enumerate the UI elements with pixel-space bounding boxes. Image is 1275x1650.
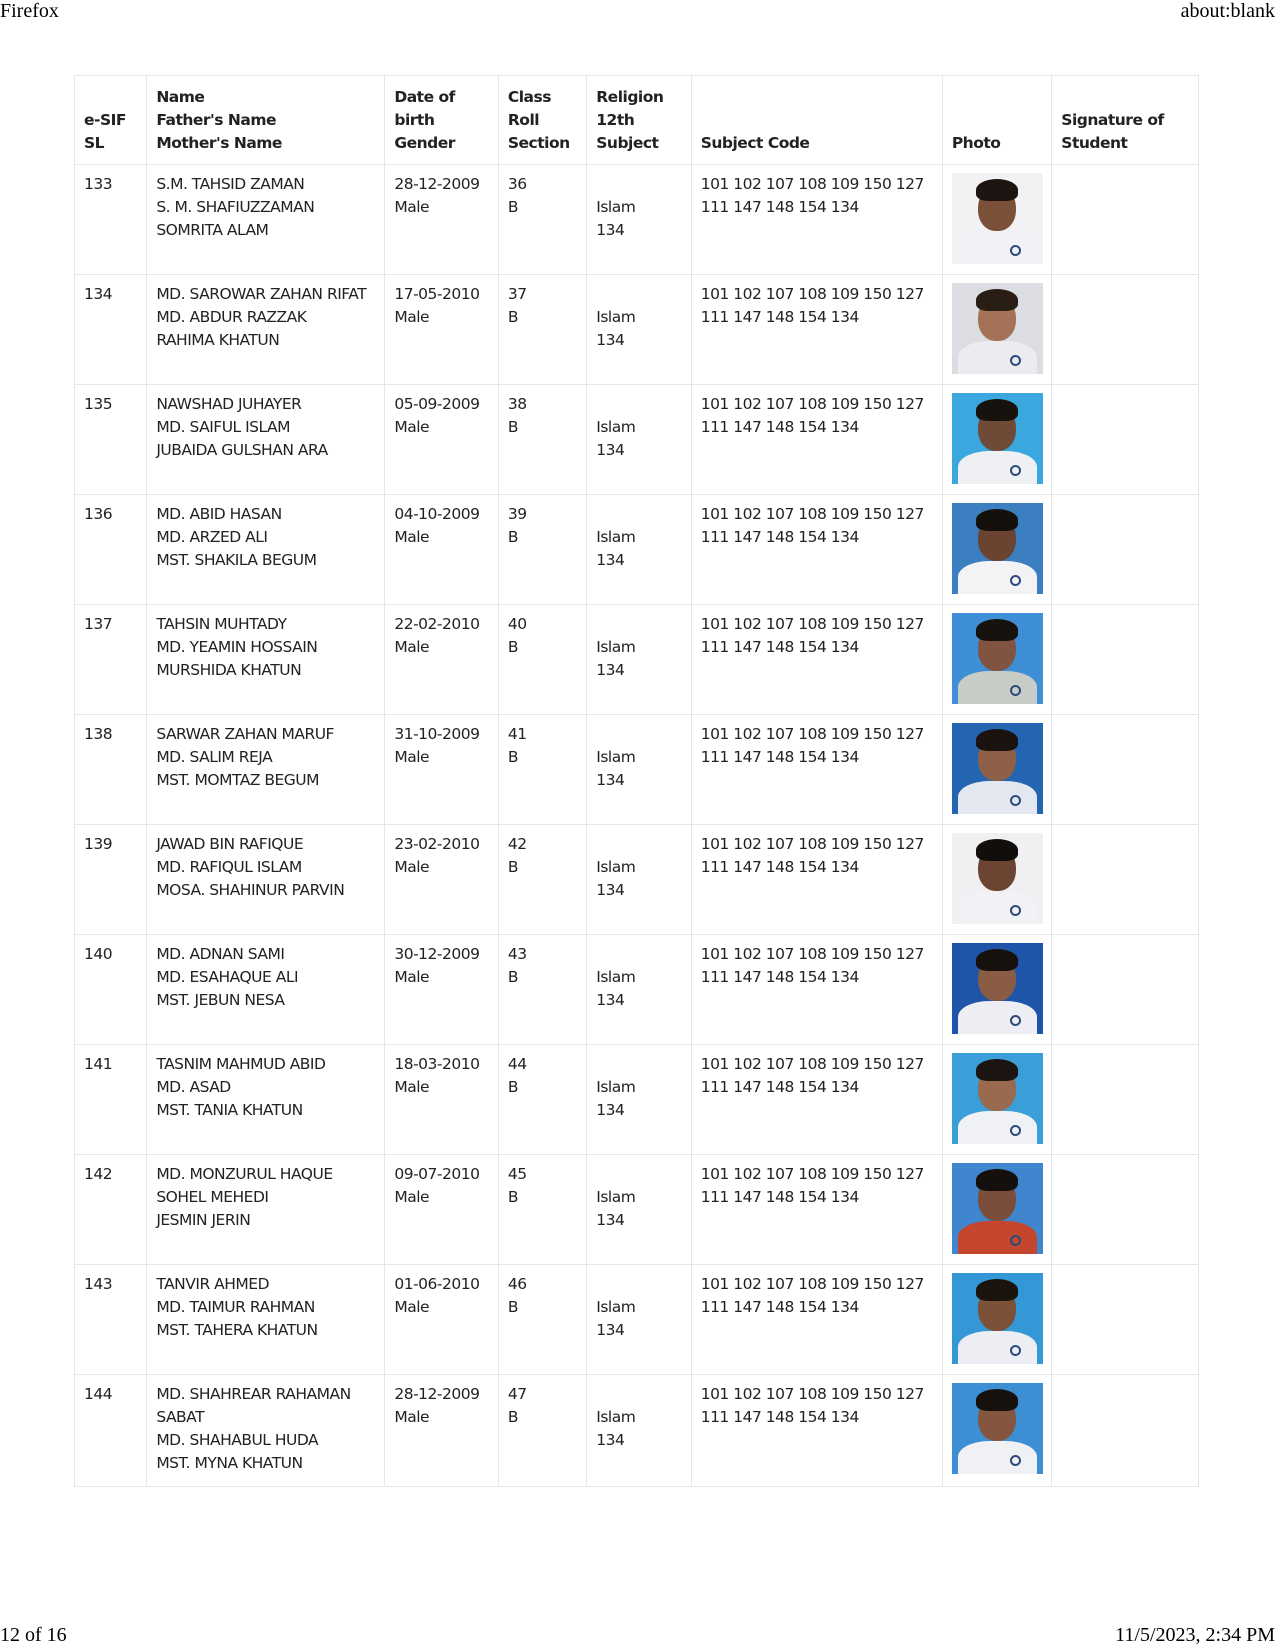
class-roll: 46 [507,1275,527,1293]
cell-signature [1052,165,1199,275]
cell-names [147,715,385,825]
mother-name: MST. JEBUN NESA [156,991,285,1009]
cell-subject-codes [691,1155,942,1265]
student-photo [952,173,1043,264]
section: B [507,1188,518,1206]
gender: Male [394,638,430,656]
cell-dob-gender [385,1375,499,1487]
gender: Male [394,198,430,216]
gender: Male [394,1408,430,1426]
religion: Islam [596,418,636,436]
cell-subject-codes [691,715,942,825]
subject-12th: 134 [596,1321,625,1339]
cell-photo [942,1375,1051,1487]
cell-signature [1052,935,1199,1045]
student-name: NAWSHAD JUHAYER [156,395,302,413]
cell-photo [942,1265,1051,1375]
cell-sl: 134 [75,275,147,385]
cell-signature [1052,715,1199,825]
father-name: MD. ARZED ALI [156,528,268,546]
student-name: TAHSIN MUHTADY [156,615,287,633]
date-of-birth: 28-12-2009 [394,175,480,193]
cell-religion-subject [587,495,691,605]
cell-religion-subject [587,1375,691,1487]
student-photo [952,1383,1043,1474]
table-row [75,1155,1199,1265]
subject-codes-line2: 111 147 148 154 134 [700,198,859,216]
mother-name: MOSA. SHAHINUR PARVIN [156,881,345,899]
student-photo [952,1053,1043,1144]
gender: Male [394,528,430,546]
father-name: MD. ESAHAQUE ALI [156,968,299,986]
student-roster-table [74,75,1199,1487]
subject-codes-line1: 101 102 107 108 109 150 127 [700,615,924,633]
father-name: MD. ABDUR RAZZAK [156,308,307,326]
cell-signature [1052,385,1199,495]
subject-codes-line1: 101 102 107 108 109 150 127 [700,1165,924,1183]
cell-dob-gender [385,165,499,275]
subject-codes-line2: 111 147 148 154 134 [700,308,859,326]
school-badge-icon [1010,795,1021,806]
table-row [75,1045,1199,1155]
class-roll: 36 [507,175,527,193]
gender: Male [394,418,430,436]
subject-12th: 134 [596,331,625,349]
subject-codes-line1: 101 102 107 108 109 150 127 [700,945,924,963]
mother-name: MST. MOMTAZ BEGUM [156,771,320,789]
cell-sl: 140 [75,935,147,1045]
father-name: MD. SALIM REJA [156,748,273,766]
cell-roll-section [498,825,586,935]
cell-roll-section [498,715,586,825]
table-body [75,165,1199,1487]
header-dob: Date of birth Gender [385,76,499,165]
subject-12th: 134 [596,441,625,459]
student-photo [952,613,1043,704]
school-badge-icon [1010,685,1021,696]
date-of-birth: 05-09-2009 [394,395,480,413]
cell-dob-gender [385,1155,499,1265]
cell-names [147,825,385,935]
school-badge-icon [1010,1015,1021,1026]
religion: Islam [596,1408,636,1426]
subject-codes-line2: 111 147 148 154 134 [700,528,859,546]
subject-12th: 134 [596,551,625,569]
table-row [75,825,1199,935]
class-roll: 41 [507,725,527,743]
date-of-birth: 04-10-2009 [394,505,480,523]
date-of-birth: 09-07-2010 [394,1165,480,1183]
class-roll: 42 [507,835,527,853]
table-row [75,495,1199,605]
father-name: MD. ASAD [156,1078,231,1096]
student-name: SARWAR ZAHAN MARUF [156,725,334,743]
cell-names [147,1045,385,1155]
subject-codes-line2: 111 147 148 154 134 [700,638,859,656]
subject-codes-line1: 101 102 107 108 109 150 127 [700,1055,924,1073]
subject-codes-line2: 111 147 148 154 134 [700,748,859,766]
school-badge-icon [1010,575,1021,586]
cell-sl: 137 [75,605,147,715]
cell-sl: 135 [75,385,147,495]
table-row [75,715,1199,825]
student-name: TASNIM MAHMUD ABID [156,1055,326,1073]
class-roll: 44 [507,1055,527,1073]
father-name: S. M. SHAFIUZZAMAN [156,198,315,216]
table-row [75,935,1199,1045]
table-row [75,275,1199,385]
student-photo [952,833,1043,924]
date-of-birth: 01-06-2010 [394,1275,480,1293]
religion: Islam [596,308,636,326]
mother-name: RAHIMA KHATUN [156,331,280,349]
cell-subject-codes [691,605,942,715]
date-of-birth: 31-10-2009 [394,725,480,743]
cell-roll-section [498,275,586,385]
student-name: MD. SHAHREAR RAHAMAN [156,1385,351,1403]
cell-sl: 143 [75,1265,147,1375]
section: B [507,528,518,546]
subject-codes-line1: 101 102 107 108 109 150 127 [700,175,924,193]
cell-roll-section [498,1375,586,1487]
date-of-birth: 22-02-2010 [394,615,480,633]
cell-dob-gender [385,495,499,605]
cell-dob-gender [385,1265,499,1375]
cell-photo [942,825,1051,935]
cell-signature [1052,1155,1199,1265]
student-name: S.M. TAHSID ZAMAN [156,175,305,193]
cell-subject-codes [691,935,942,1045]
section: B [507,748,518,766]
school-badge-icon [1010,1125,1021,1136]
cell-dob-gender [385,935,499,1045]
cell-religion-subject [587,1155,691,1265]
cell-signature [1052,825,1199,935]
school-badge-icon [1010,355,1021,366]
table-header-row [75,76,1199,165]
class-roll: 40 [507,615,527,633]
cell-roll-section [498,1155,586,1265]
religion: Islam [596,1298,636,1316]
cell-names [147,1155,385,1265]
cell-religion-subject [587,715,691,825]
cell-subject-codes [691,1045,942,1155]
cell-religion-subject [587,165,691,275]
religion: Islam [596,638,636,656]
mother-name: SOMRITA ALAM [156,221,269,239]
student-photo [952,393,1043,484]
cell-roll-section [498,165,586,275]
school-badge-icon [1010,245,1021,256]
mother-name: JESMIN JERIN [156,1211,251,1229]
class-roll: 47 [507,1385,527,1403]
cell-religion-subject [587,935,691,1045]
religion: Islam [596,1078,636,1096]
mother-name: MST. SHAKILA BEGUM [156,551,317,569]
student-name: MD. SAROWAR ZAHAN RIFAT [156,285,367,303]
cell-subject-codes [691,495,942,605]
subject-12th: 134 [596,881,625,899]
religion: Islam [596,528,636,546]
cell-dob-gender [385,605,499,715]
father-name: MD. YEAMIN HOSSAIN [156,638,318,656]
school-badge-icon [1010,1455,1021,1466]
header-religion: Religion 12th Subject [587,76,691,165]
religion: Islam [596,198,636,216]
cell-signature [1052,495,1199,605]
section: B [507,1298,518,1316]
subject-12th: 134 [596,221,625,239]
cell-signature [1052,605,1199,715]
gender: Male [394,1188,430,1206]
cell-photo [942,1045,1051,1155]
student-name: MD. ADNAN SAMI [156,945,285,963]
religion: Islam [596,858,636,876]
date-of-birth: 23-02-2010 [394,835,480,853]
date-of-birth: 30-12-2009 [394,945,480,963]
cell-religion-subject [587,275,691,385]
date-of-birth: 28-12-2009 [394,1385,480,1403]
section: B [507,1078,518,1096]
cell-dob-gender [385,825,499,935]
section: B [507,1408,518,1426]
section: B [507,418,518,436]
header-name: Name Father's Name Mother's Name [147,76,385,165]
subject-12th: 134 [596,771,625,789]
cell-signature [1052,1045,1199,1155]
student-photo [952,943,1043,1034]
section: B [507,308,518,326]
cell-roll-section [498,385,586,495]
subject-codes-line1: 101 102 107 108 109 150 127 [700,505,924,523]
subject-12th: 134 [596,1431,625,1449]
student-name: JAWAD BIN RAFIQUE [156,835,304,853]
section: B [507,198,518,216]
cell-names [147,1265,385,1375]
cell-signature [1052,1375,1199,1487]
school-badge-icon [1010,1235,1021,1246]
cell-names [147,1375,385,1487]
religion: Islam [596,1188,636,1206]
student-name-cont: SABAT [156,1408,205,1426]
cell-sl: 133 [75,165,147,275]
section: B [507,858,518,876]
mother-name: MURSHIDA KHATUN [156,661,302,679]
student-photo [952,283,1043,374]
cell-photo [942,935,1051,1045]
cell-names [147,275,385,385]
cell-roll-section [498,1045,586,1155]
cell-roll-section [498,1265,586,1375]
table-row [75,605,1199,715]
cell-subject-codes [691,1265,942,1375]
subject-codes-line1: 101 102 107 108 109 150 127 [700,1385,924,1403]
cell-signature [1052,275,1199,385]
class-roll: 39 [507,505,527,523]
mother-name: MST. TAHERA KHATUN [156,1321,318,1339]
subject-12th: 134 [596,1101,625,1119]
cell-names [147,935,385,1045]
page-counter: 12 of 16 [0,1624,67,1646]
religion: Islam [596,968,636,986]
cell-religion-subject [587,605,691,715]
gender: Male [394,968,430,986]
class-roll: 43 [507,945,527,963]
subject-codes-line1: 101 102 107 108 109 150 127 [700,1275,924,1293]
mother-name: MST. TANIA KHATUN [156,1101,303,1119]
cell-names [147,385,385,495]
header-sl: e-SIF SL [75,76,147,165]
cell-subject-codes [691,825,942,935]
mother-name: MST. MYNA KHATUN [156,1454,303,1472]
gender: Male [394,858,430,876]
date-of-birth: 18-03-2010 [394,1055,480,1073]
table-row [75,1265,1199,1375]
section: B [507,638,518,656]
subject-codes-line2: 111 147 148 154 134 [700,1078,859,1096]
school-badge-icon [1010,1345,1021,1356]
subject-codes-line1: 101 102 107 108 109 150 127 [700,835,924,853]
subject-codes-line2: 111 147 148 154 134 [700,1188,859,1206]
subject-12th: 134 [596,661,625,679]
subject-12th: 134 [596,991,625,1009]
header-class: Class Roll Section [498,76,586,165]
student-name: MD. MONZURUL HAQUE [156,1165,333,1183]
gender: Male [394,748,430,766]
cell-photo [942,605,1051,715]
cell-religion-subject [587,385,691,495]
cell-sl: 138 [75,715,147,825]
cell-dob-gender [385,1045,499,1155]
cell-sl: 139 [75,825,147,935]
subject-codes-line2: 111 147 148 154 134 [700,968,859,986]
student-name: TANVIR AHMED [156,1275,270,1293]
cell-roll-section [498,495,586,605]
student-photo [952,723,1043,814]
student-photo [952,503,1043,594]
school-badge-icon [1010,905,1021,916]
class-roll: 38 [507,395,527,413]
cell-religion-subject [587,1265,691,1375]
cell-roll-section [498,935,586,1045]
cell-sl: 144 [75,1375,147,1487]
cell-photo [942,275,1051,385]
subject-codes-line2: 111 147 148 154 134 [700,418,859,436]
cell-sl: 136 [75,495,147,605]
cell-sl: 141 [75,1045,147,1155]
cell-dob-gender [385,715,499,825]
cell-roll-section [498,605,586,715]
subject-codes-line1: 101 102 107 108 109 150 127 [700,285,924,303]
cell-photo [942,385,1051,495]
father-name: SOHEL MEHEDI [156,1188,269,1206]
cell-names [147,165,385,275]
header-signature: Signature of Student [1052,76,1199,165]
cell-subject-codes [691,275,942,385]
mother-name: JUBAIDA GULSHAN ARA [156,441,328,459]
cell-sl: 142 [75,1155,147,1265]
cell-photo [942,1155,1051,1265]
cell-names [147,495,385,605]
header-photo: Photo [942,76,1051,165]
cell-religion-subject [587,825,691,935]
browser-app-name: Firefox [0,0,59,22]
father-name: MD. RAFIQUL ISLAM [156,858,302,876]
student-photo [952,1273,1043,1364]
subject-codes-line1: 101 102 107 108 109 150 127 [700,725,924,743]
cell-signature [1052,1265,1199,1375]
browser-url: about:blank [1180,0,1275,22]
date-of-birth: 17-05-2010 [394,285,480,303]
father-name: MD. SAIFUL ISLAM [156,418,290,436]
print-timestamp: 11/5/2023, 2:34 PM [1115,1624,1275,1646]
cell-subject-codes [691,165,942,275]
student-name: MD. ABID HASAN [156,505,282,523]
table-row [75,165,1199,275]
school-badge-icon [1010,465,1021,476]
cell-names [147,605,385,715]
cell-photo [942,165,1051,275]
cell-religion-subject [587,1045,691,1155]
cell-photo [942,495,1051,605]
subject-12th: 134 [596,1211,625,1229]
subject-codes-line1: 101 102 107 108 109 150 127 [700,395,924,413]
father-name: MD. SHAHABUL HUDA [156,1431,319,1449]
class-roll: 37 [507,285,527,303]
table-row [75,385,1199,495]
cell-dob-gender [385,275,499,385]
religion: Islam [596,748,636,766]
header-subject-code: Subject Code [691,76,942,165]
section: B [507,968,518,986]
gender: Male [394,1298,430,1316]
student-photo [952,1163,1043,1254]
gender: Male [394,308,430,326]
cell-photo [942,715,1051,825]
cell-subject-codes [691,1375,942,1487]
father-name: MD. TAIMUR RAHMAN [156,1298,315,1316]
table-row [75,1375,1199,1487]
subject-codes-line2: 111 147 148 154 134 [700,1298,859,1316]
class-roll: 45 [507,1165,527,1183]
cell-dob-gender [385,385,499,495]
subject-codes-line2: 111 147 148 154 134 [700,1408,859,1426]
gender: Male [394,1078,430,1096]
subject-codes-line2: 111 147 148 154 134 [700,858,859,876]
cell-subject-codes [691,385,942,495]
